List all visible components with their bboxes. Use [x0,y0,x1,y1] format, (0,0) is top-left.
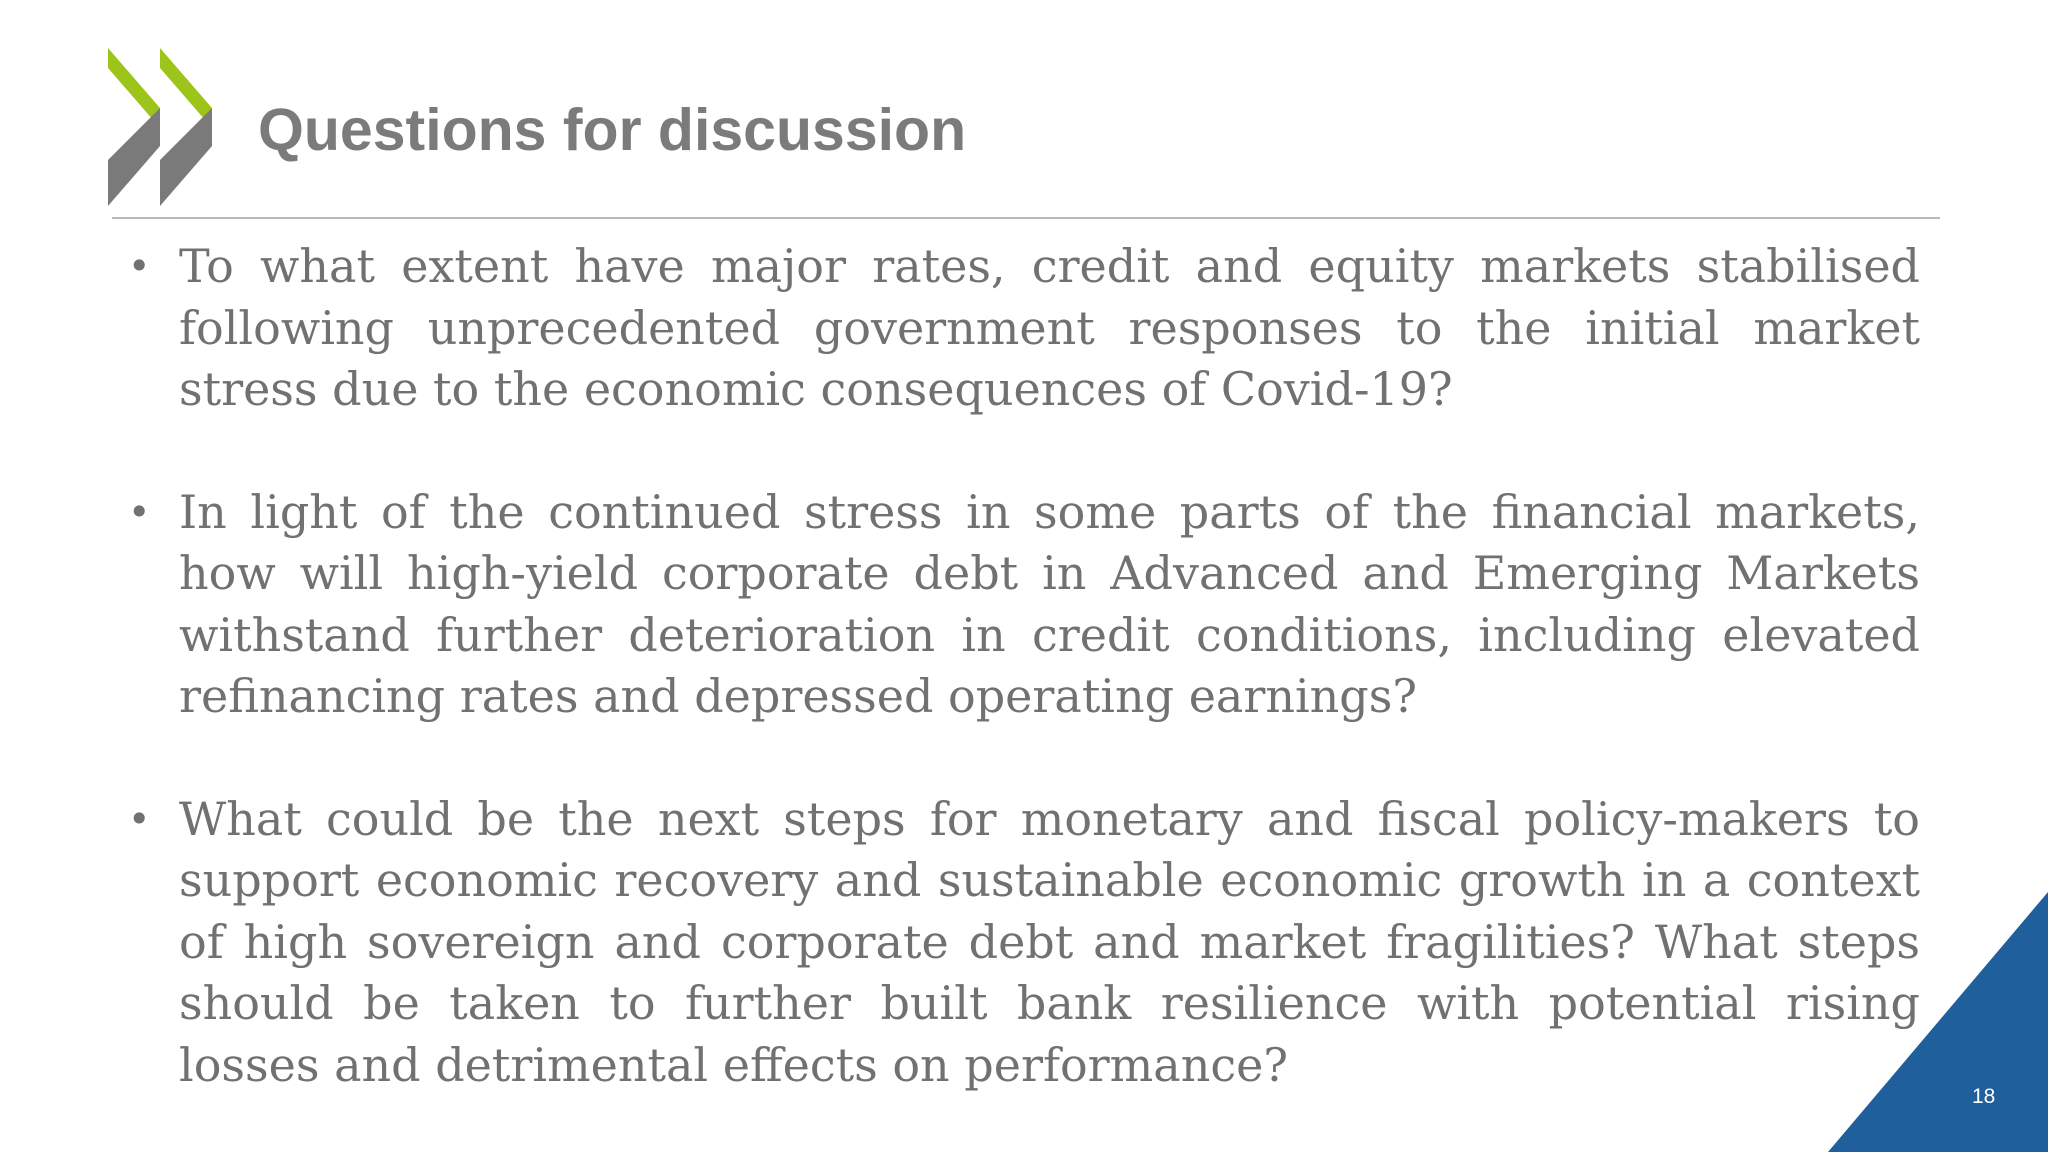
bullet-marker: • [128,489,151,534]
bullet-marker: • [128,244,151,288]
double-chevron-logo-icon [108,48,220,210]
title-divider [112,217,1940,219]
logo-chevron-2-gray [160,108,212,206]
question-item-1 [124,236,1920,421]
corner-triangle-decoration [1828,892,2048,1152]
discussion-questions-list [124,236,1920,1152]
logo-chevron-1-gray [108,108,160,206]
question-item-2 [124,482,1920,728]
corner-triangle [1828,892,2048,1152]
question-item-3 [124,789,1920,1097]
page-number: 18 [1972,1085,1996,1108]
bullet-marker: • [128,796,151,841]
question-text-2: In light of the continued stress in some parts of the financial markets, how will high-yield corporate debt in Advanced and Emerging Markets withstand further deterioration in credit conditions, including elevated refinancing rates and depressed operating earnings? [179,484,1920,723]
question-text-3: What could be the next steps for monetary and fiscal policy-makers to support economic recovery and sustainable economic growth in a context of high sovereign and corporate debt and market fragilities? What steps should be taken to further built bank resilience with potential rising losses and detrimental effects on performance? [179,791,1920,1092]
question-text-1: To what extent have major rates, credit and equity markets stabilised following unprecedented government responses to the initial market stress due to the economic consequences of Covid-19? [179,239,1920,416]
slide-title: Questions for discussion [258,97,967,163]
